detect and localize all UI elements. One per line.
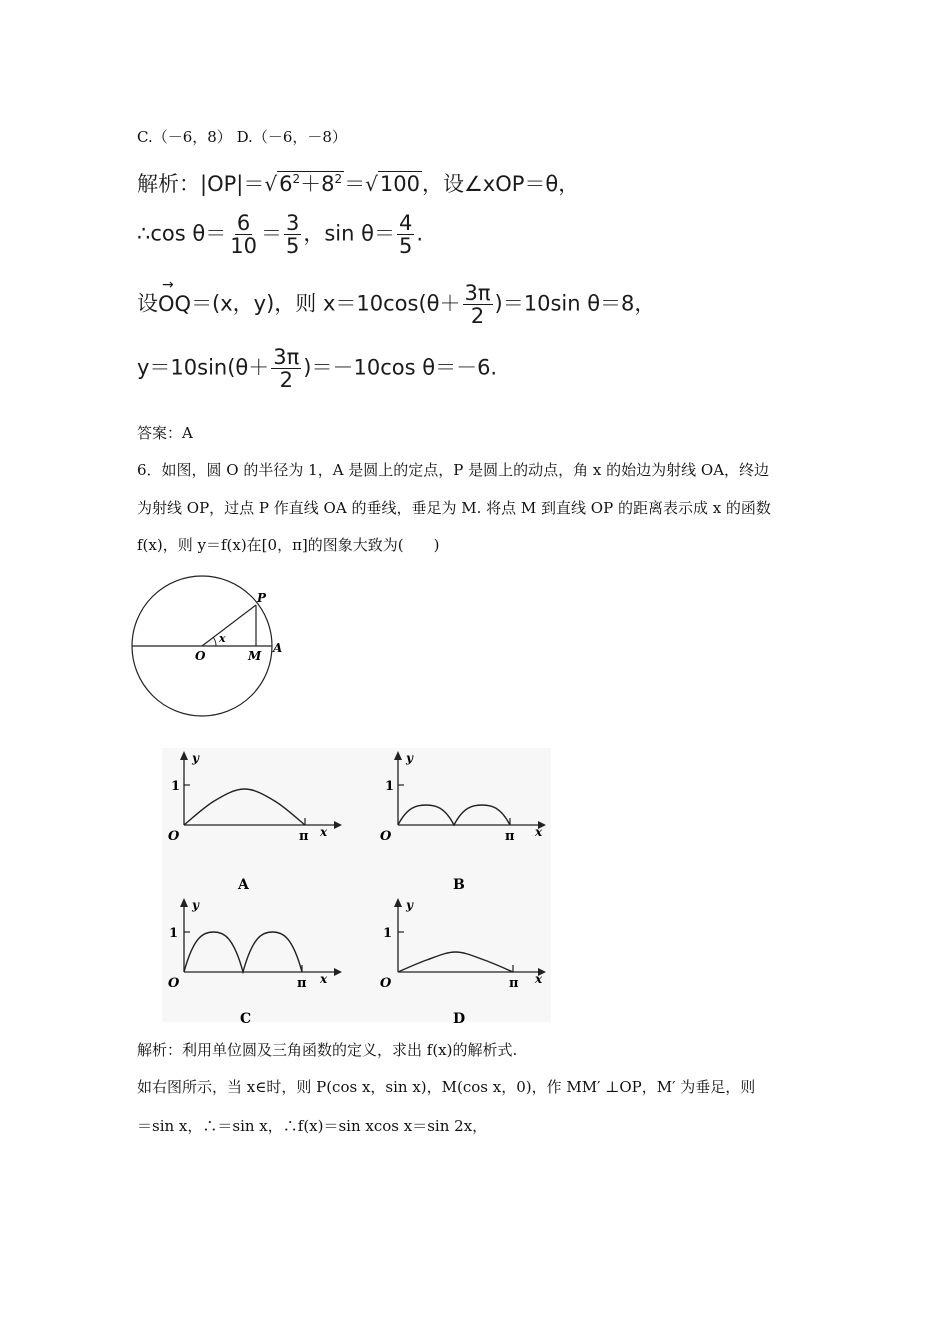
frac-num: 4 — [398, 211, 413, 235]
frac-den: 2 — [470, 304, 485, 329]
sol-l2a: ∴cos θ＝ — [137, 221, 227, 246]
sqrt-1-exp2: 2 — [334, 172, 343, 186]
sol-l4b: )＝－10cos θ＝－6. — [303, 355, 498, 380]
sol-l2b: ，sin θ＝ — [303, 221, 395, 246]
label-p: P — [257, 591, 267, 605]
angle-arc — [213, 637, 216, 646]
frac-den: 10 — [230, 234, 257, 259]
curve-a — [184, 789, 305, 825]
option-label-a: A — [238, 877, 249, 893]
option-label-b: B — [453, 877, 465, 893]
curve-c — [184, 932, 302, 972]
explain-line-3: ＝sin x，∴＝sin x，∴f(x)＝sin xcos x＝sin 2x， — [137, 1117, 488, 1135]
label-x: x — [535, 972, 543, 986]
segment-op — [202, 605, 256, 646]
sol-l4a: y＝10sin(θ＋ — [137, 355, 270, 380]
label-pi: π — [509, 976, 519, 991]
q6-line-3: f(x)，则 y＝f(x)在[0，π]的图象大致为( ) — [137, 536, 440, 554]
sol-l1a: 解析：|OP|＝ — [137, 172, 265, 196]
fraction-3pi-2 — [271, 346, 301, 391]
x-axis-arrow — [334, 968, 342, 976]
label-y: y — [192, 751, 199, 765]
label-pi: π — [505, 829, 515, 844]
answer: 答案：A — [137, 424, 193, 442]
y-axis-arrow — [394, 898, 402, 907]
q6-line-1: 6．如图，圆 O 的半径为 1，A 是圆上的定点，P 是圆上的动点，角 x 的始边为射线 OA，终边 — [137, 461, 770, 479]
frac-den: 5 — [285, 234, 300, 259]
vector-oq: → OQ — [158, 292, 191, 316]
fraction-6-10 — [228, 212, 259, 257]
sqrt-sign: √ — [264, 172, 278, 196]
option-label-d: D — [453, 1011, 466, 1025]
option-label-c: C — [240, 1011, 252, 1025]
sqrt-1-plus: ＋8 — [300, 172, 335, 196]
curve-b — [398, 805, 510, 825]
label-y: y — [406, 898, 413, 912]
sqrt-1 — [277, 171, 344, 196]
label-pi: π — [297, 976, 307, 991]
sol-l1b: ，设∠xOP＝θ， — [421, 172, 580, 196]
label-origin: O — [168, 976, 180, 991]
fraction-3-5 — [284, 212, 301, 257]
graph-a — [162, 748, 352, 896]
frac-num: 3 — [285, 211, 300, 235]
label-1: 1 — [383, 926, 393, 941]
sol-l3b: ＝(x，y)，则 x＝10cos(θ＋ — [191, 291, 461, 316]
frac-num: 6 — [236, 211, 251, 235]
sqrt-1-base: 6 — [279, 172, 293, 196]
explain-line-2: 如右图所示，当 x∈时，则 P(cos x，sin x)，M(cos x，0)，作 MM′ ⊥OP，M′ 为垂足，则 — [137, 1078, 756, 1096]
label-x: x — [320, 972, 328, 986]
y-axis-arrow — [180, 898, 188, 907]
label-x: x — [219, 632, 226, 645]
x-axis-arrow — [334, 821, 342, 829]
solution-line-4 — [137, 346, 497, 391]
graph-d — [376, 895, 566, 1025]
label-a: A — [273, 641, 283, 655]
sol-l3c: )＝10sin θ＝8， — [494, 291, 656, 316]
frac-num: 3π — [464, 281, 491, 305]
label-1: 1 — [171, 779, 181, 794]
sqrt-1-exp: 2 — [292, 172, 301, 186]
label-m: M — [248, 649, 262, 663]
label-x: x — [535, 825, 543, 839]
y-axis-arrow — [180, 751, 188, 760]
label-o: O — [195, 649, 206, 663]
solution-line-3 — [137, 282, 655, 327]
sol-l2c: . — [416, 221, 424, 246]
graph-b — [376, 748, 566, 896]
frac-den: 2 — [279, 368, 293, 393]
label-origin: O — [380, 829, 392, 844]
sqrt-sign-2: √ — [365, 172, 378, 196]
sol-l2-eq: ＝ — [260, 221, 282, 246]
curve-d — [398, 952, 513, 972]
explain-line-1: 解析：利用单位圆及三角函数的定义，求出 f(x)的解析式. — [137, 1041, 518, 1059]
label-y: y — [192, 898, 199, 912]
unit-circle-figure — [130, 572, 290, 718]
frac-num: 3π — [273, 345, 300, 369]
sqrt-2: 100 — [379, 172, 420, 196]
q6-line-2: 为射线 OP，过点 P 作直线 OA 的垂线，垂足为 M. 将点 M 到直线 OP 的距离表示成 x 的函数 — [137, 499, 771, 517]
fraction-3pi-2 — [463, 282, 493, 327]
label-origin: O — [380, 976, 392, 991]
label-1: 1 — [169, 926, 179, 941]
sol-l3a: 设 — [137, 291, 158, 316]
label-1: 1 — [385, 779, 395, 794]
options-c-d: C.（－6，8） D.（－6，－8） — [137, 128, 347, 146]
label-y: y — [406, 751, 413, 765]
y-axis-arrow — [394, 751, 402, 760]
solution-line-2 — [137, 212, 423, 257]
sol-l1-eq: ＝ — [344, 172, 366, 196]
label-origin: O — [168, 829, 180, 844]
label-x: x — [320, 825, 328, 839]
fraction-4-5 — [397, 212, 414, 257]
frac-den: 5 — [398, 234, 413, 259]
graph-c — [162, 895, 352, 1025]
label-pi: π — [299, 829, 309, 844]
solution-line-1 — [137, 168, 579, 198]
